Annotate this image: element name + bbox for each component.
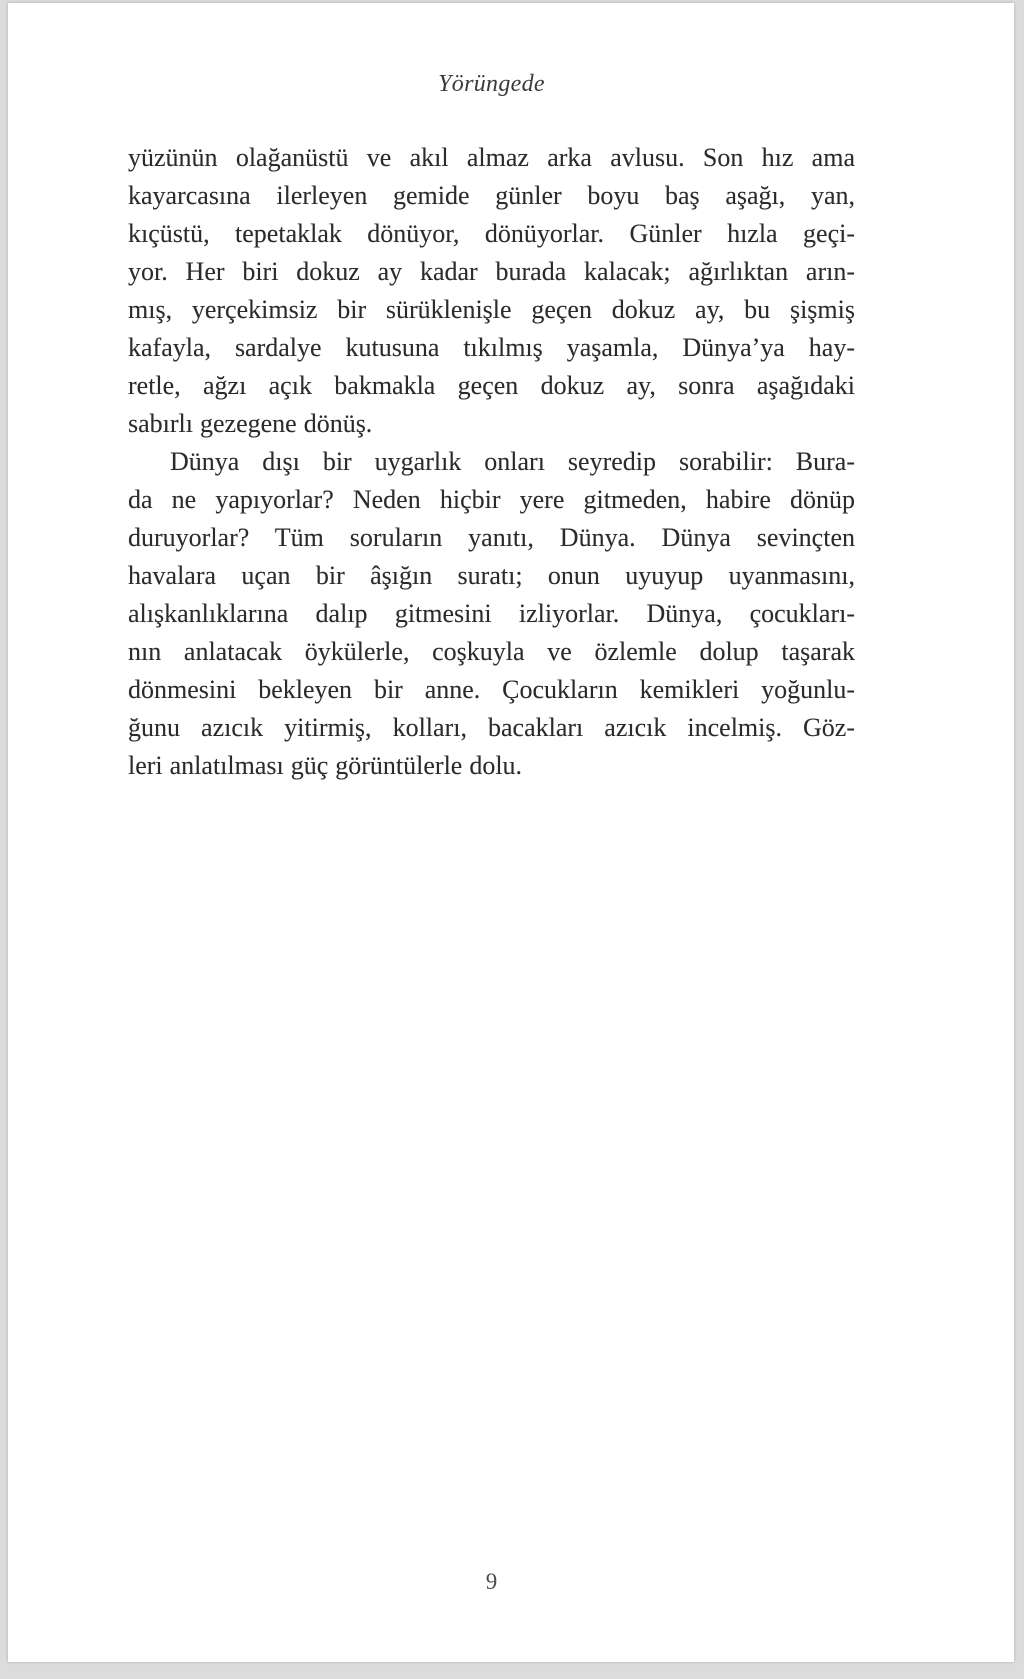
- paragraph-1: [128, 139, 855, 443]
- running-header-title: Yörüngede: [438, 71, 545, 97]
- text-line: retle, ağzı açık bakmakla geçen dokuz ay, sonra aşağıdaki: [128, 371, 855, 400]
- paragraph-2: [128, 443, 855, 785]
- text-line: Dünya dışı bir uygarlık onları seyredip sorabilir: Bura-: [170, 447, 855, 476]
- text-line: yor. Her biri dokuz ay kadar burada kalacak; ağırlıktan arın-: [128, 257, 855, 286]
- text-line: kayarcasına ilerleyen gemide günler boyu baş aşağı, yan,: [128, 181, 855, 210]
- text-line: sabırlı gezegene dönüş.: [128, 409, 373, 438]
- text-line: da ne yapıyorlar? Neden hiçbir yere gitmeden, habire dönüp: [128, 485, 855, 514]
- text-line: leri anlatılması güç görüntülerle dolu.: [128, 751, 523, 780]
- text-line: kafayla, sardalye kutusuna tıkılmış yaşamla, Dünya’ya hay-: [128, 333, 855, 362]
- book-page: [8, 3, 1014, 1662]
- page-number: 9: [485, 1569, 498, 1594]
- text-line: alışkanlıklarına dalıp gitmesini izliyorlar. Dünya, çocukları-: [128, 599, 855, 628]
- text-line: yüzünün olağanüstü ve akıl almaz arka avlusu. Son hız ama: [128, 143, 855, 172]
- text-line: dönmesini bekleyen bir anne. Çocukların kemikleri yoğunlu-: [128, 675, 855, 704]
- text-line: nın anlatacak öykülerle, coşkuyla ve özlemle dolup taşarak: [128, 637, 855, 666]
- text-line: duruyorlar? Tüm soruların yanıtı, Dünya. Dünya sevinçten: [128, 523, 855, 552]
- text-line: ğunu azıcık yitirmiş, kolları, bacakları azıcık incelmiş. Göz-: [128, 713, 855, 742]
- body-text: [128, 139, 855, 785]
- text-line: kıçüstü, tepetaklak dönüyor, dönüyorlar. Günler hızla geçi-: [128, 219, 855, 248]
- text-line: mış, yerçekimsiz bir sürüklenişle geçen dokuz ay, bu şişmiş: [128, 295, 855, 324]
- text-line: havalara uçan bir âşığın suratı; onun uyuyup uyanmasını,: [128, 561, 855, 590]
